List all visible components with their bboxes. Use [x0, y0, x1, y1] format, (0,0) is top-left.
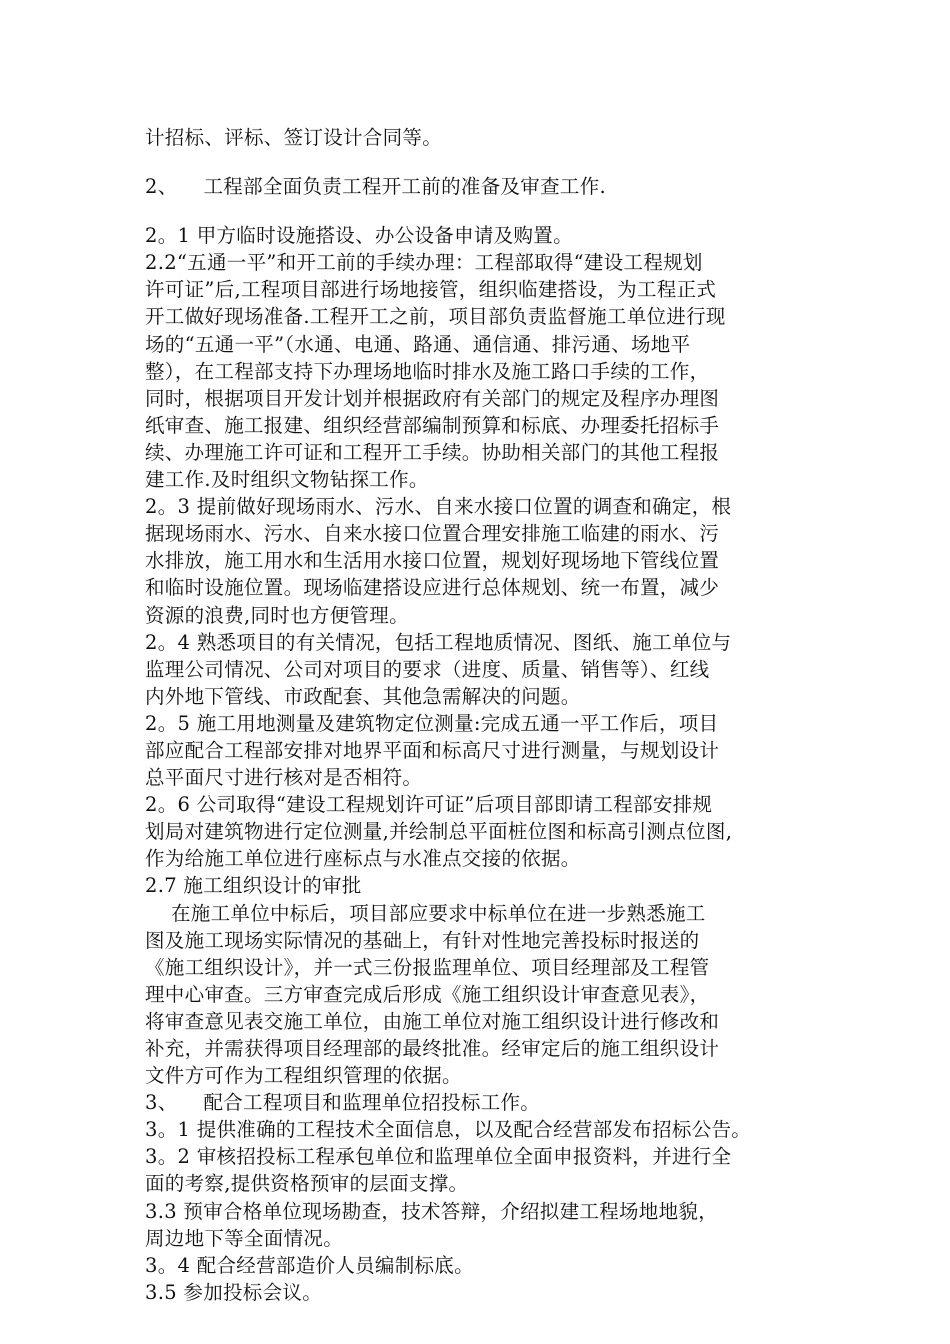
paragraph-line: 场的“五通一平”（水通、电通、路通、通信通、排污通、场地平 — [145, 332, 691, 356]
paragraph-line: 3。2 审核招投标工程承包单位和监理单位全面申报资料，并进行全 — [145, 1145, 732, 1169]
paragraph-line: 划局对建筑物进行定位测量,并绘制总平面桩位图和标高引测点位图, — [145, 820, 733, 844]
paragraph-line: 2。6 公司取得“建设工程规划许可证”后项目部即请工程部安排规 — [145, 793, 713, 817]
paragraph-line: 2.2“五通一平”和开工前的手续办理：工程部取得“建设工程规划 — [145, 251, 703, 275]
paragraph-line: 2。4 熟悉项目的有关情况，包括工程地质情况、图纸、施工单位与 — [145, 630, 732, 654]
paragraph-line: 开工做好现场准备.工程开工之前，项目部负责监督施工单位进行现 — [145, 305, 726, 329]
paragraph-line: 部应配合工程部安排对地界平面和标高尺寸进行测量，与规划设计 — [145, 738, 720, 762]
paragraph-line: 总平面尺寸进行核对是否相符。 — [145, 766, 423, 790]
paragraph-line: 作为给施工单位进行座标点与水准点交接的依据。 — [145, 847, 581, 871]
paragraph-line: 监理公司情况、公司对项目的要求（进度、质量、销售等）、红线 — [145, 657, 710, 681]
document-body — [145, 124, 825, 1306]
paragraph-line: 文件方可作为工程组织管理的依据。 — [145, 1064, 462, 1088]
paragraph-line: 《施工组织设计》，并一式三份报监理单位、项目经理部及工程管 — [145, 955, 710, 979]
paragraph-line: 同时，根据项目开发计划并根据政府有关部门的规定及程序办理图 — [145, 386, 720, 410]
paragraph-line: 图及施工现场实际情况的基础上，有针对性地完善投标时报送的 — [145, 928, 700, 952]
paragraph-line: 3。1 提供准确的工程技术全面信息，以及配合经营部发布招标公告。 — [145, 1118, 752, 1142]
paragraph-line: 将审查意见表交施工单位，由施工单位对施工组织设计进行修改和 — [145, 1009, 720, 1033]
paragraph-line: 3.3 预审合格单位现场勘查，技术答辩，介绍拟建工程场地地貌， — [145, 1199, 719, 1223]
paragraph-line: 内外地下管线、市政配套、其他急需解决的问题。 — [145, 684, 581, 708]
section-heading: 3、 配合工程项目和监理单位招投标工作。 — [145, 1091, 541, 1115]
paragraph-line: 计招标、评标、签订设计合同等。 — [145, 126, 443, 149]
subsection-heading: 2.7 施工组织设计的审批 — [145, 874, 362, 898]
paragraph-line: 资源的浪费,同时也方便管理。 — [145, 603, 409, 627]
paragraph-line: 整），在工程部支持下办理场地临时排水及施工路口手续的工作， — [145, 359, 710, 383]
paragraph-line: 水排放，施工用水和生活用水接口位置，规划好现场地下管线位置 — [145, 549, 720, 573]
paragraph-line: 2。3 提前做好现场雨水、污水、自来水接口位置的调查和确定，根 — [145, 495, 732, 519]
section-heading: 2、 工程部全面负责工程开工前的准备及审查工作. — [145, 175, 606, 199]
paragraph-line: 3。4 配合经营部造价人员编制标底。 — [145, 1253, 474, 1277]
paragraph-line: 理中心审查。三方审查完成后形成《施工组织设计审查意见表》， — [145, 982, 710, 1006]
paragraph-line: 和临时设施位置。现场临建搭设应进行总体规划、统一布置，减少 — [145, 576, 720, 600]
paragraph-line: 纸审查、施工报建、组织经营部编制预算和标底、办理委托招标手 — [145, 413, 720, 437]
paragraph-line: 许可证”后,工程项目部进行场地接管，组织临建搭设，为工程正式 — [145, 278, 717, 302]
paragraph-line: 2。1 甲方临时设施搭设、办公设备申请及购置。 — [145, 224, 573, 248]
paragraph-line: 周边地下等全面情况。 — [145, 1226, 344, 1250]
paragraph-line: 续、办理施工许可证和工程开工手续。协助相关部门的其他工程报 — [145, 440, 720, 464]
paragraph-line: 建工作.及时组织文物钻探工作。 — [145, 468, 429, 492]
paragraph-line: 2。5 施工用地测量及建筑物定位测量:完成五通一平工作后，项目 — [145, 711, 719, 735]
paragraph-line: 补充，并需获得项目经理部的最终批准。经审定后的施工组织设计 — [145, 1037, 720, 1060]
paragraph-line: 在施工单位中标后，项目部应要求中标单位在进一步熟悉施工 — [145, 901, 706, 925]
paragraph-line: 据现场雨水、污水、自来水接口位置合理安排施工临建的雨水、污 — [145, 522, 720, 546]
paragraph-line: 3.5 参加投标会议。 — [145, 1280, 323, 1304]
paragraph-line: 面的考察,提供资格预审的层面支撑。 — [145, 1172, 469, 1196]
